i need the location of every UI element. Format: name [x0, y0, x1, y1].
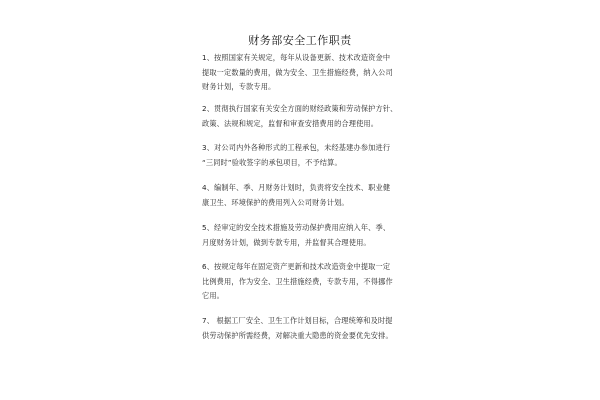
item-6-line-1: 6、按规定每年在固定资产更新和技术改造资金中提取一定	[202, 262, 391, 271]
item-7-line-1: 7、 根据工厂安全、卫生工作计划目标，合理统筹和及时提	[202, 316, 393, 325]
item-2-line-2: 政策、法规和规定，监督和审查安措费用的合理使用。	[202, 118, 379, 128]
item-1-line-1: 1、按照国家有关规定，每年从设备更新、技术改造资金中	[202, 53, 391, 62]
item-1-line-3: 财务计划，专款专用。	[202, 82, 276, 92]
duty-item-5	[202, 221, 408, 250]
duty-item-3	[202, 141, 408, 170]
item-4-line-2: 康卫生、环境保护的费用列入公司财务计划。	[202, 197, 349, 207]
duty-item-2	[202, 102, 408, 131]
duty-item-6	[202, 260, 408, 304]
item-7-line-2: 供劳动保护所需经费，对解决重大隐患的资金要优先安排。	[202, 330, 393, 340]
item-4-line-1: 4、编制年、季、月财务计划时，负责将安全技术、职业健	[202, 183, 391, 192]
item-5-line-2: 月度财务计划，做到专款专用，并监督其合理使用。	[202, 237, 371, 247]
item-2-line-1: 2、贯彻执行国家有关安全方面的财经政策和劳动保护方针、	[202, 104, 398, 113]
item-3-line-2: “三同时”验收签字的承包项目，不予结算。	[202, 157, 342, 167]
document-title: 财务部安全工作职责	[248, 34, 352, 47]
item-6-line-2: 比例费用，作为安全、卫生措施经费，专款专用，不得挪作	[202, 276, 393, 286]
duty-item-4	[202, 181, 408, 210]
item-6-line-3: 它用。	[202, 291, 225, 301]
duty-item-1	[202, 51, 408, 95]
duty-item-7	[202, 314, 408, 343]
item-5-line-1: 5、经审定的安全技术措施及劳动保护费用应纳入年、季、	[202, 223, 391, 232]
item-1-line-2: 提取一定数量的费用，做为安全、卫生措施经费，纳入公司	[202, 67, 393, 77]
item-3-line-1: 3、对公司内外各种形式的工程承包，未经基建办参加进行	[202, 143, 391, 152]
